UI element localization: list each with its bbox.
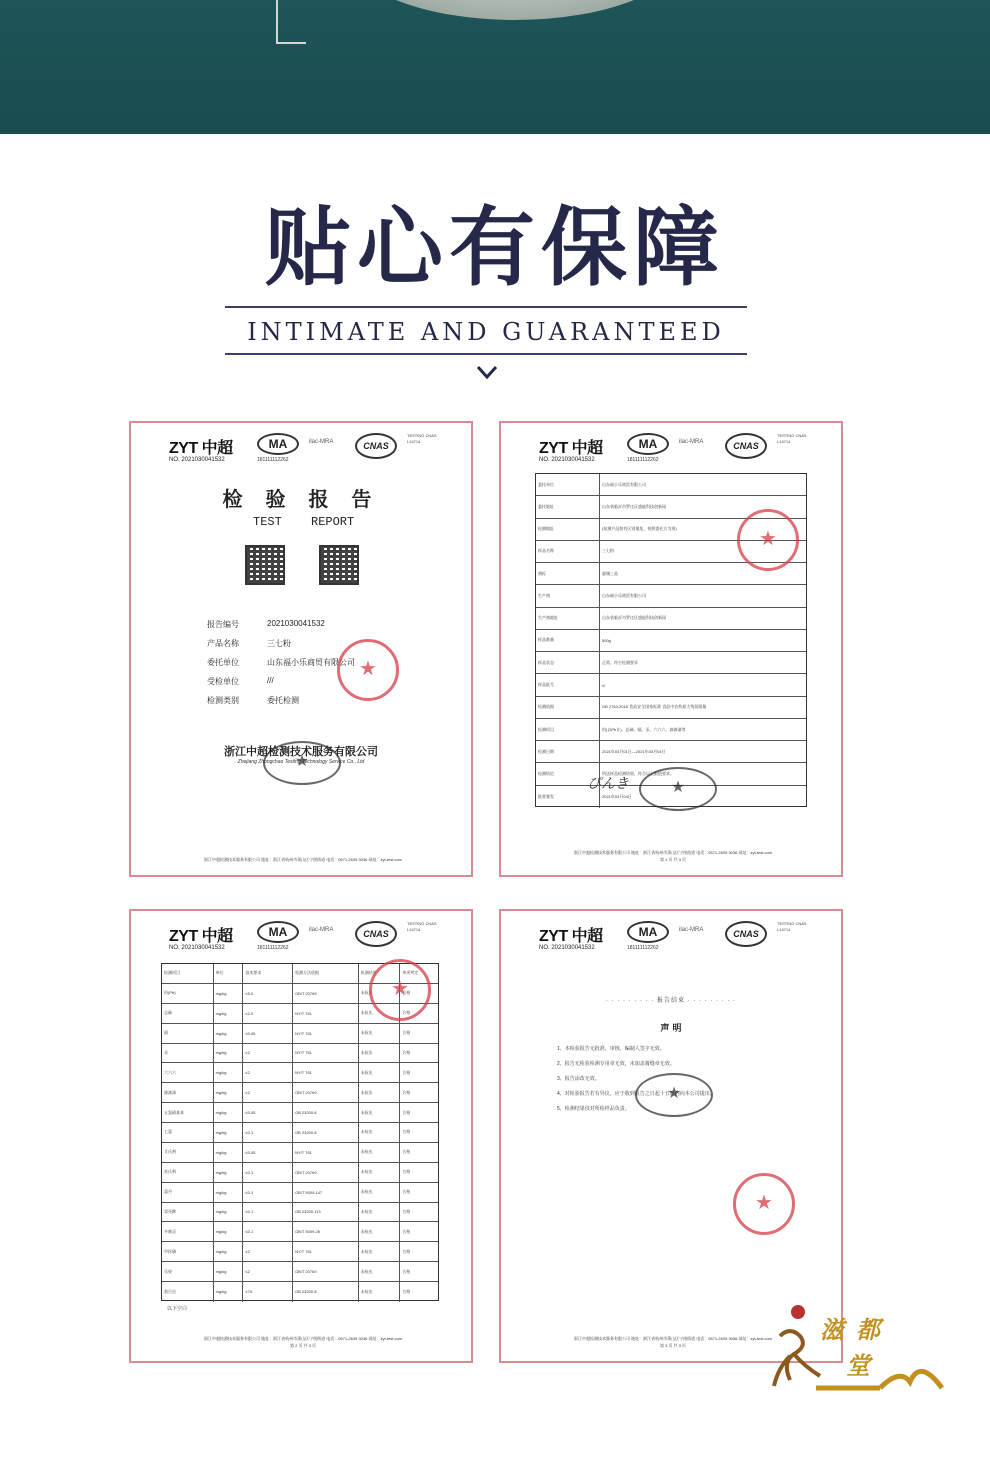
table-cell: mg/kg <box>214 1222 244 1241</box>
red-seal-stamp <box>369 959 431 1021</box>
table-cell: NY/T 761 <box>293 1024 359 1043</box>
company-name-cn: 浙江中超检测技术服务有限公司 <box>224 745 378 758</box>
row-label: 检测项目 <box>536 719 600 740</box>
row-label: 检测地址 <box>536 519 600 540</box>
table-cell: 敌百虫 <box>162 1282 214 1302</box>
table-cell: 未检出 <box>359 1282 401 1302</box>
row-value: /// <box>602 682 606 688</box>
table-cell: 合格 <box>402 1288 411 1294</box>
table-cell: GB/T 20769 <box>293 984 359 1003</box>
table-cell: GB 23200.113 <box>293 1203 359 1222</box>
table-cell: 未检出 <box>359 1262 401 1281</box>
row-label: 样品批号 <box>536 674 600 695</box>
table-row <box>536 630 806 652</box>
table-cell: 合格 <box>402 1010 411 1016</box>
table-cell: ≤0.1 <box>243 1123 293 1142</box>
table-row <box>162 1103 438 1123</box>
red-seal-stamp <box>337 639 399 701</box>
column-header: 单位 <box>214 964 244 983</box>
row-value: 三七粉 <box>602 548 614 554</box>
inspection-stamp <box>263 741 341 785</box>
table-cell: 六六六 <box>162 1063 214 1082</box>
row-value: GB 2763-2016 食品安全国家标准 食品中农药最大残留限量 <box>602 704 707 710</box>
table-cell: 滴滴涕 <box>162 1083 214 1102</box>
inspection-stamp <box>635 1073 713 1117</box>
table-row <box>536 608 806 630</box>
table-cell: 合格 <box>402 1169 411 1175</box>
report-header <box>169 921 449 957</box>
table-cell: mg/kg <box>214 1083 244 1102</box>
table-cell: NY/T 761 <box>293 1004 359 1023</box>
table-cell: 七氯 <box>162 1123 214 1142</box>
ilac-logo: ilac-MRA <box>309 439 334 445</box>
field-value: 2021030041532 <box>267 619 325 628</box>
table-row <box>162 1222 438 1242</box>
cnas-logo: CNAS <box>355 433 397 459</box>
table-cell: ≤70 <box>243 1282 293 1302</box>
declaration-heading: 声 明 <box>660 1024 682 1034</box>
table-cell: 未检出 <box>359 1044 401 1063</box>
row-value: 铅(以Pb计)、总砷、镉、汞、六六六、滴滴涕等 <box>602 726 686 732</box>
zyt-logo: ZYT 中超 <box>169 440 233 457</box>
report-end-label: · · · · · · · · · 报告结束 · · · · · · · · · <box>605 998 736 1004</box>
table-row <box>162 1163 438 1183</box>
row-value: 正常，符合检测要求 <box>602 659 638 665</box>
table-cell: 甲拌磷 <box>162 1242 214 1261</box>
cma-logo: MA <box>627 921 669 943</box>
table-cell: NY/T 761 <box>293 1063 359 1082</box>
report-page-1 <box>499 421 843 877</box>
row-label: 样品数量 <box>536 630 600 651</box>
declaration-item: 5、检测结果仅对所检样品负责。 <box>557 1106 630 1112</box>
report-header <box>169 433 449 469</box>
table-cell: 合格 <box>402 1069 411 1075</box>
table-cell: 合格 <box>402 1268 411 1274</box>
inspection-stamp <box>639 767 717 811</box>
company-name-en: Zhejiang Zhongchao Testing Technology Service Co., Ltd <box>237 759 365 765</box>
table-cell: mg/kg <box>214 1103 244 1122</box>
cnas-logo: CNAS <box>725 921 767 947</box>
table-cell: 镉 <box>162 1024 214 1043</box>
table-cell: ≤2 <box>243 1262 293 1281</box>
section-subtitle: INTIMATE AND GUARANTEED <box>247 318 725 346</box>
divider-bottom <box>225 353 747 355</box>
table-cell: 五氯硝基苯 <box>162 1103 214 1122</box>
brand-name-line2: 堂 <box>846 1351 870 1380</box>
table-cell: 未检出 <box>359 1203 401 1222</box>
top-banner <box>0 0 990 134</box>
table-cell: ≤0.05 <box>243 1024 293 1043</box>
field-key: 受检单位 <box>207 677 239 686</box>
table-cell: mg/kg <box>214 1063 244 1082</box>
table-row <box>162 1183 438 1203</box>
table-cell: 乐果 <box>162 1262 214 1281</box>
brand-watermark-logo <box>760 1296 950 1406</box>
field-key: 检测类别 <box>207 696 239 705</box>
table-cell: 未检出 <box>359 1103 401 1122</box>
table-cell: mg/kg <box>214 984 244 1003</box>
table-cell: 合格 <box>402 1109 411 1115</box>
table-cell: mg/kg <box>214 1123 244 1142</box>
cma-logo: MA <box>627 433 669 455</box>
field-value: 三七粉 <box>267 639 291 648</box>
table-cell: 合格 <box>402 990 411 996</box>
report-page-cover <box>129 421 473 877</box>
table-cell: mg/kg <box>214 1024 244 1043</box>
table-cell: mg/kg <box>214 1143 244 1162</box>
table-cell: GB/T 5009.28 <box>293 1222 359 1241</box>
table-cell: ≤0.1 <box>243 1222 293 1241</box>
table-cell: 合格 <box>402 1030 411 1036</box>
product-bowl-image <box>345 0 685 20</box>
table-cell: mg/kg <box>214 1183 244 1202</box>
table-row <box>162 1282 438 1302</box>
report-number: NO. 2021030041532 <box>539 457 595 463</box>
red-seal-stamp <box>733 1173 795 1235</box>
cma-logo: MA <box>257 433 299 455</box>
table-cell: 未检出 <box>359 1143 401 1162</box>
table-cell: ≤0.05 <box>243 1143 293 1162</box>
table-cell: 多菌灵 <box>162 1222 214 1241</box>
table-cell: ≤2 <box>243 1063 293 1082</box>
table-cell: 未检出 <box>359 984 401 1003</box>
section-title: 贴心有保障 <box>265 197 725 298</box>
row-value: 所送样品检测结果，符合以上限值要求。 <box>602 771 674 777</box>
table-cell: ≤2 <box>243 1083 293 1102</box>
table-cell: 未检出 <box>359 1163 401 1182</box>
page-number: 第 3 页 共 3 页 <box>659 1343 686 1348</box>
table-cell: GB 23200.8 <box>293 1282 359 1302</box>
column-header: 单项判定 <box>402 970 419 976</box>
row-value: 2021年03月01日—2021年03月04日 <box>602 748 666 754</box>
table-row <box>536 697 806 719</box>
row-label: 检测日期 <box>536 741 600 762</box>
zyt-logo: ZYT 中超 <box>169 928 233 945</box>
row-value: 霍城三品 <box>602 570 618 576</box>
cma-number: 181111112262 <box>627 945 659 951</box>
table-row <box>162 1083 438 1103</box>
table-cell: mg/kg <box>214 1242 244 1261</box>
table-cell: 汞 <box>162 1044 214 1063</box>
footer-address: 浙江中超检测技术服务有限公司 地址：浙江省杭州市萧山区宁围街道 电话：0571-2639 3036 网址：zyt-test.com <box>573 1336 773 1341</box>
table-cell: 未检出 <box>359 1024 401 1043</box>
table-row <box>536 719 806 741</box>
table-cell: mg/kg <box>214 1163 244 1182</box>
ilac-logo: ilac-MRA <box>309 927 334 933</box>
table-cell: 氯丹 <box>162 1183 214 1202</box>
table-cell: mg/kg <box>214 1044 244 1063</box>
footer-address: 浙江中超检测技术服务有限公司 地址：浙江省杭州市萧山区宁围街道 电话：0571-2639 3036 网址：zyt-test.com <box>573 850 773 855</box>
table-row <box>162 1143 438 1163</box>
declaration-item: 3、报告涂改无效。 <box>557 1076 600 1082</box>
cnas-info: TESTING CNAS L14714 <box>777 921 807 932</box>
report-number: NO. 2021030041532 <box>169 457 225 463</box>
table-row <box>536 585 806 607</box>
table-cell: GB/T 20769 <box>293 1083 359 1102</box>
table-cell: 未检出 <box>359 1242 401 1261</box>
cnas-info: TESTING CNAS L14714 <box>777 433 807 444</box>
table-cell: 合格 <box>402 1129 411 1135</box>
table-cell: 未检出 <box>359 1063 401 1082</box>
row-value: 山东福小乐商贸有限公司 <box>602 592 646 598</box>
field-value: /// <box>267 676 274 685</box>
row-value: 山东省临沂市罗庄区盛能科技创新园 <box>602 615 666 621</box>
table-row <box>162 1262 438 1282</box>
table-row <box>536 652 806 674</box>
field-key: 报告编号 <box>207 620 239 629</box>
report-end-text: 报告结束 <box>656 998 685 1004</box>
table-row <box>536 674 806 696</box>
table-cell: ≤0.1 <box>243 1203 293 1222</box>
footer-address: 浙江中超检测技术服务有限公司 地址：浙江省杭州市萧山区宁围街道 电话：0571-2639 3036 网址：zyt-test.com <box>203 1336 403 1341</box>
table-cell: 未检出 <box>359 1222 401 1241</box>
qr-code-icon <box>319 545 359 585</box>
table-cell: NY/T 761 <box>293 1242 359 1261</box>
column-header: 技术要求 <box>243 964 293 983</box>
row-label: 商标 <box>536 563 600 584</box>
field-key: 委托单位 <box>207 658 239 667</box>
cma-number: 181111112262 <box>257 457 289 463</box>
table-cell: NY/T 761 <box>293 1044 359 1063</box>
ilac-logo: ilac-MRA <box>679 927 704 933</box>
report-header <box>539 921 819 957</box>
table-cell: 合格 <box>402 1248 411 1254</box>
report-number: NO. 2021030041532 <box>539 945 595 951</box>
table-cell: GB 23200.8 <box>293 1123 359 1142</box>
qr-code-icon <box>245 545 285 585</box>
table-cell: 艾氏剂 <box>162 1143 214 1162</box>
table-cell: 铅(Pb) <box>162 984 214 1003</box>
report-page-3 <box>499 909 843 1363</box>
report-page-2 <box>129 909 473 1363</box>
row-label: 检测依据 <box>536 697 600 718</box>
table-cell: 合格 <box>402 1049 411 1055</box>
report-title: 检 验 报 告 <box>222 487 380 511</box>
cnas-info: TESTING CNAS L14714 <box>407 921 437 932</box>
table-cell: 合格 <box>402 1208 411 1214</box>
cma-logo: MA <box>257 921 299 943</box>
table-cell: 未检出 <box>359 1123 401 1142</box>
report-title-report: REPORT <box>311 515 355 529</box>
table-row <box>162 1063 438 1083</box>
cma-number: 181111112262 <box>257 945 289 951</box>
row-label: 检测结论 <box>536 763 600 784</box>
page-number: 第 2 页 共 3 页 <box>289 1343 316 1348</box>
table-cell: mg/kg <box>214 1282 244 1302</box>
cnas-logo: CNAS <box>725 433 767 459</box>
page-footer <box>155 1335 451 1349</box>
table-cell: ≤5.0 <box>243 984 293 1003</box>
table-cell: 合格 <box>402 1149 411 1155</box>
row-label: 生产商 <box>536 585 600 606</box>
zyt-logo: ZYT 中超 <box>539 928 603 945</box>
zyt-logo: ZYT 中超 <box>539 440 603 457</box>
table-row <box>162 1044 438 1064</box>
brand-name-line1: 滋都 <box>820 1315 892 1344</box>
table-row <box>536 741 806 763</box>
page-footer <box>525 849 821 863</box>
row-value: 2021年03月04日 <box>602 793 632 799</box>
column-header: 检测项目 <box>162 964 214 983</box>
red-seal-stamp <box>737 509 799 571</box>
table-row <box>162 1242 438 1262</box>
row-value: (检测产品如有区别地址，按照委托方为准) <box>602 526 677 532</box>
corner-decoration <box>276 0 306 44</box>
ilac-logo: ilac-MRA <box>679 439 704 445</box>
table-cell: ≤2 <box>243 1242 293 1261</box>
report-number: NO. 2021030041532 <box>169 945 225 951</box>
table-cell: mg/kg <box>214 1203 244 1222</box>
table-cell: mg/kg <box>214 1262 244 1281</box>
report-header <box>539 433 819 469</box>
table-cell: 合格 <box>402 1089 411 1095</box>
table-row <box>162 1123 438 1143</box>
table-cell: ≤0.1 <box>243 1183 293 1202</box>
declaration-item: 4、对检验报告若有异议，应于收到报告之日起十五日内向本公司提出。 <box>557 1091 715 1097</box>
table-cell: 合格 <box>402 1228 411 1234</box>
column-header: 检测方法依据 <box>293 964 359 983</box>
divider-top <box>225 306 747 308</box>
table-cell: 合格 <box>402 1189 411 1195</box>
page-number: 第 1 页 共 3 页 <box>659 857 686 862</box>
row-value: 500g <box>602 637 611 643</box>
table-row <box>536 474 806 496</box>
signature: ぴんき <box>587 776 629 792</box>
row-label: 委托地址 <box>536 496 600 517</box>
table-row <box>162 1203 438 1223</box>
declaration-item: 1、本检验报告无批准、审核、编制人签字无效。 <box>557 1046 665 1052</box>
row-label: 批准签发 <box>536 786 600 808</box>
table-cell: 未检出 <box>359 1083 401 1102</box>
cnas-info: TESTING CNAS L14714 <box>407 433 437 444</box>
declaration-item: 2、报告无检验检测专用章无效，未加盖骑缝章无效。 <box>557 1061 675 1067</box>
report-title-test: TEST <box>253 515 282 529</box>
table-cell: 狄氏剂 <box>162 1163 214 1182</box>
table-note: 以下空白 <box>167 1306 188 1312</box>
table-cell: NY/T 761 <box>293 1143 359 1162</box>
table-cell: mg/kg <box>214 1004 244 1023</box>
chevron-down-icon <box>476 364 498 380</box>
table-row <box>162 1024 438 1044</box>
row-label: 样品名称 <box>536 541 600 562</box>
page-footer: 浙江中超检测技术服务有限公司 地址：浙江省杭州市萧山区宁围街道 电话：0571-2639 3036 网址：zyt-test.com <box>203 857 403 862</box>
table-cell: 毒死蜱 <box>162 1203 214 1222</box>
table-cell: GB 23200.8 <box>293 1103 359 1122</box>
table-cell: 未检出 <box>359 1183 401 1202</box>
table-cell: 总砷 <box>162 1004 214 1023</box>
field-value: 委托检测 <box>267 696 299 705</box>
field-key: 产品名称 <box>207 639 239 648</box>
row-label: 生产商地址 <box>536 608 600 629</box>
table-cell: GB/T 20769 <box>293 1262 359 1281</box>
table-cell: ≤0.1 <box>243 1163 293 1182</box>
field-row <box>207 695 427 714</box>
row-value: 山东福小乐商贸有限公司 <box>602 481 646 487</box>
table-cell: ≤2.0 <box>243 1004 293 1023</box>
row-label: 委托单位 <box>536 474 600 495</box>
table-cell: GB/T 5009.147 <box>293 1183 359 1202</box>
cnas-logo: CNAS <box>355 921 397 947</box>
cma-number: 181111112262 <box>627 457 659 463</box>
table-cell: ≤2 <box>243 1044 293 1063</box>
table-cell: GB/T 20769 <box>293 1163 359 1182</box>
table-cell: 未检出 <box>359 1004 401 1023</box>
row-value: 山东省临沂市罗庄区盛能科技创新园 <box>602 503 666 509</box>
column-header: 检测结果 <box>359 964 401 983</box>
row-label: 样品状态 <box>536 652 600 673</box>
field-row <box>207 619 427 638</box>
table-cell: ≤0.05 <box>243 1103 293 1122</box>
field-value: 山东福小乐商贸有限公司 <box>267 658 355 667</box>
